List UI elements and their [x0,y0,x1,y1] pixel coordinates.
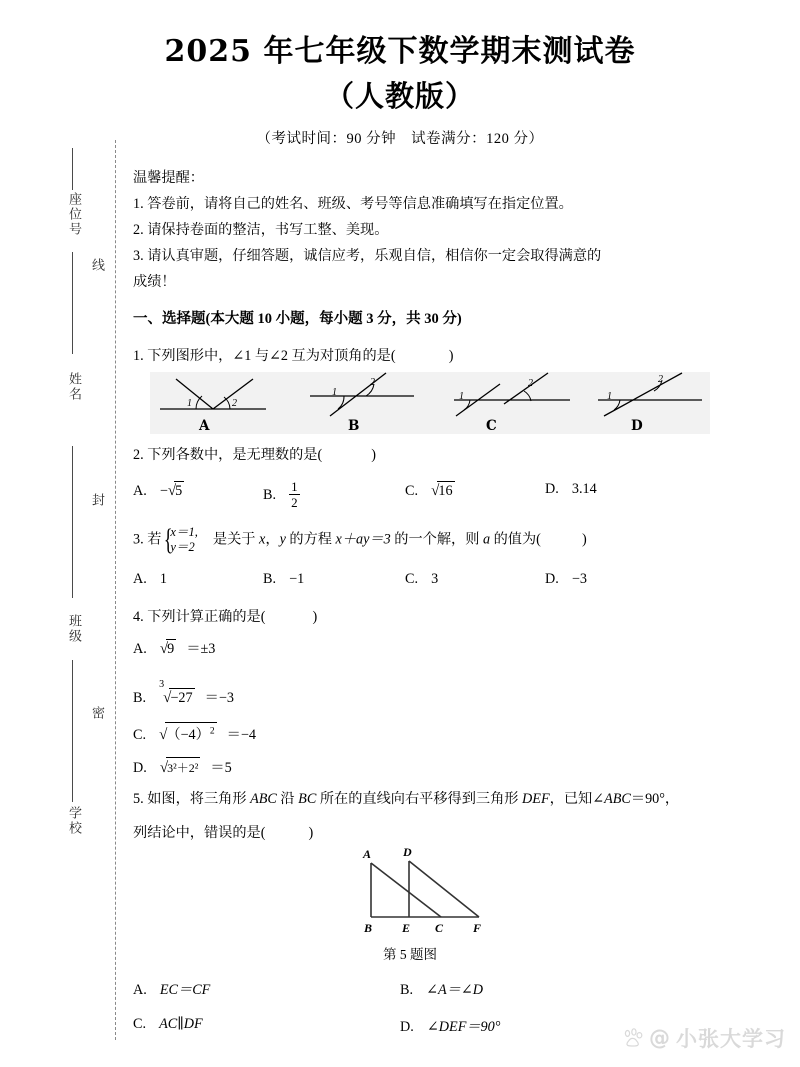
sidebar-label-name: 姓名 [67,372,82,402]
question-1-figure-b [308,370,420,420]
radicand-group [165,722,216,744]
question-4-option-a [133,638,215,658]
denominator: 2 [291,495,298,510]
question-1-figure-a [158,375,270,417]
option-letter: B. [133,690,147,706]
question-3-number: 3. [133,531,144,548]
question-1-paren-close: ) [448,348,454,364]
sqrt-5 [168,481,184,500]
option-value: 3 [431,571,439,587]
svg-text:1: 1 [607,391,612,402]
exam-info: （考试时间：90 分钟 试卷满分：120 分） [256,131,544,147]
option-letter: A. [133,571,147,587]
option-letter: C. [133,727,147,743]
question-3-option-b [263,571,304,588]
cube-root-minus-27 [159,679,194,707]
question-5-figure [355,845,495,935]
question-2-paren-close: ) [371,447,376,463]
option-letter: B. [263,486,277,503]
q5-text-d: ，已知∠ [549,791,605,807]
question-1-figure-label-d: D [631,418,643,434]
option-letter: D. [545,571,559,587]
sqrt-9 [160,639,176,658]
var-a: a [482,531,491,548]
section-heading-multiple-choice: 一、选择题(本大题 10 小题，每小题 3 分，共 30 分) [133,311,462,327]
option-result: ＝±3 [186,641,216,657]
question-3-lead: 若 [147,531,162,548]
question-5-number: 5. [133,791,144,807]
question-5-option-b [400,979,483,999]
option-letter: A. [133,982,147,998]
question-2-number: 2. [133,447,144,463]
option-letter: C. [405,571,419,587]
question-3-option-a [133,571,167,588]
svg-text:2: 2 [528,378,533,389]
question-3-mid-b: 的方程 [285,531,336,548]
option-letter: D. [400,1019,414,1035]
option-expr: ∠A＝∠D [426,982,483,998]
svg-text:F: F [473,921,482,935]
question-1-number: 1. [133,348,144,364]
question-1-figure-label-a: A [199,418,210,434]
question-2-text: 下列各数中，是无理数的是( [147,447,323,463]
svg-text:C: C [435,921,444,935]
radicand: 9 [167,641,175,657]
question-3-mid-c: 的一个解，则 [390,531,483,548]
question-2-option-c [405,481,455,500]
option-minus: − [159,483,168,499]
question-2-stem [133,444,376,467]
svg-text:B: B [364,921,373,935]
svg-text:1: 1 [459,391,464,402]
question-3-stem [133,525,587,555]
question-2-option-b [263,481,300,510]
numerator: 1 [291,479,298,494]
question-5-option-d [400,1016,500,1036]
question-3-option-d [545,571,587,588]
question-3-option-c [405,571,438,588]
sidebar-label-class: 班级 [67,614,82,644]
svg-text:E: E [402,921,411,935]
question-4-option-c [133,722,256,744]
radicand: 3²＋2² [166,757,200,776]
question-3-mid-d: 的值为( [490,531,541,548]
system-line-1: x＝1, [170,525,198,539]
question-5-option-a [133,979,210,999]
radical-sign-icon: √ [431,483,440,499]
radicand: 5 [175,483,183,499]
option-letter: C. [133,1016,147,1032]
sqrt-16 [431,481,454,500]
seal-rule-4 [72,660,73,802]
triangle-abc: ABC [250,791,277,807]
fraction-one-half [289,480,300,509]
option-letter: D. [133,760,147,776]
svg-text:D: D [403,845,412,859]
watermark [622,1023,786,1053]
option-letter: B. [400,982,414,998]
equation-system [161,525,197,555]
svg-text:1: 1 [187,398,192,409]
option-letter: A. [133,641,147,657]
sidebar-label-seal-mi: 密 [90,706,105,721]
option-expr: EC＝CF [159,982,211,998]
question-4-number: 4. [133,609,144,625]
sidebar-label-seal-feng: 封 [90,493,105,508]
notice-block [133,165,713,295]
q5-text-e: ＝90°， [630,791,680,807]
svg-text:1: 1 [332,387,337,398]
page-title: 2025 年七年级下数学期末测试卷 [164,34,636,69]
question-2-option-a [133,481,184,500]
radical-sign-icon: √ [159,760,169,776]
notice-heading: 温馨提醒： [133,170,204,186]
left-brace-icon: { [164,523,174,556]
var-x: x [259,531,266,548]
question-1-stem [133,345,453,368]
radical-sign-icon: √ [163,690,172,706]
option-result: ＝−3 [204,690,234,706]
radicand: 16 [438,483,453,499]
seal-rule-1 [72,148,73,190]
notice-item-3: 3. 请认真审题，仔细答题，诚信应考，乐观自信，相信你一定会取得满意的 [133,248,602,264]
radicand: −27 [170,690,193,706]
option-result: ＝−4 [226,727,256,743]
triangle-def: DEF [522,791,550,807]
question-1-figure-label-c: C [486,418,497,434]
radical-index: 3 [159,679,165,690]
seal-rule-2 [72,252,73,354]
option-letter: C. [405,483,419,499]
option-expr: AC∥DF [159,1016,203,1032]
q5-text-b: 沿 [276,791,299,807]
svg-text:2: 2 [658,374,663,385]
watermark-text: 小张大学习 [676,1027,786,1051]
radicand: （−4） [166,727,210,743]
radical-sign-icon: √ [159,727,168,743]
page-subtitle-edition: （人教版） [324,79,475,113]
baidu-paw-icon [622,1027,644,1049]
question-1-figure-c [452,370,576,420]
sidebar-label-line: 线 [90,258,105,273]
q5-text-c: 所在的直线向右平移得到三角形 [316,791,523,807]
seal-sidebar [0,0,116,1067]
question-4-option-b [133,679,234,707]
question-4-text: 下列计算正确的是( [147,609,266,625]
exponent: 2 [209,726,215,737]
option-value: 1 [159,571,167,587]
radical-sign-icon: √ [167,483,177,499]
equation-expression: x＋ay＝3 [335,531,391,548]
question-4-paren-close: ) [312,609,318,625]
question-5-stem-line1 [133,788,679,811]
question-3-mid-a: 是关于 [212,531,260,548]
radical-sign-icon: √ [159,641,169,657]
option-letter: D. [545,481,559,497]
svg-text:2: 2 [370,377,375,388]
sidebar-label-seat-number: 座位号 [67,192,82,237]
question-2-option-d [545,481,597,498]
notice-item-1: 1. 答卷前，请将自己的姓名、班级、考号等信息准确填写在指定位置。 [133,196,573,212]
question-3-paren-close: ) [581,531,587,548]
notice-item-2: 2. 请保持卷面的整洁，书写工整、美现。 [133,222,389,238]
q5-line2-text: 列结论中，错误的是( [133,825,266,841]
option-value: 3.14 [571,481,597,497]
q5-paren-close: ) [308,825,314,841]
system-line-2: y＝2 [170,540,195,554]
option-value: −3 [571,571,587,587]
svg-text:A: A [363,847,372,861]
question-1-figure-label-b: B [348,418,360,434]
notice-item-4: 成绩！ [133,274,176,290]
question-5-stem-line2 [133,822,313,845]
sidebar-label-school: 学校 [67,806,82,836]
option-letter: B. [263,571,277,587]
option-value: −1 [289,571,305,587]
sqrt-3sq-plus-2sq [160,757,200,777]
comma: ， [265,531,280,548]
option-letter: A. [133,483,147,499]
question-4-stem [133,606,317,629]
segment-bc: BC [298,791,317,807]
option-result: ＝5 [210,760,232,776]
watermark-at-icon: @ [649,1026,671,1050]
angle-abc: ABC [604,791,631,807]
question-1-text: 下列图形中，∠1 与∠2 互为对顶角的是( [147,348,396,364]
question-5-option-c [133,1016,203,1033]
question-1-figure-d [596,370,708,420]
seal-dashed-line [115,140,116,1040]
q5-text-a: 如图，将三角形 [147,791,251,807]
var-y: y [279,531,286,548]
question-4-option-d [133,757,232,777]
option-expr: ∠DEF＝90° [426,1019,501,1035]
seal-rule-3 [72,446,73,598]
question-5-figure-caption: 第 5 题图 [383,947,437,962]
sqrt-minus-4-squared [159,722,216,744]
svg-text:2: 2 [232,398,237,409]
